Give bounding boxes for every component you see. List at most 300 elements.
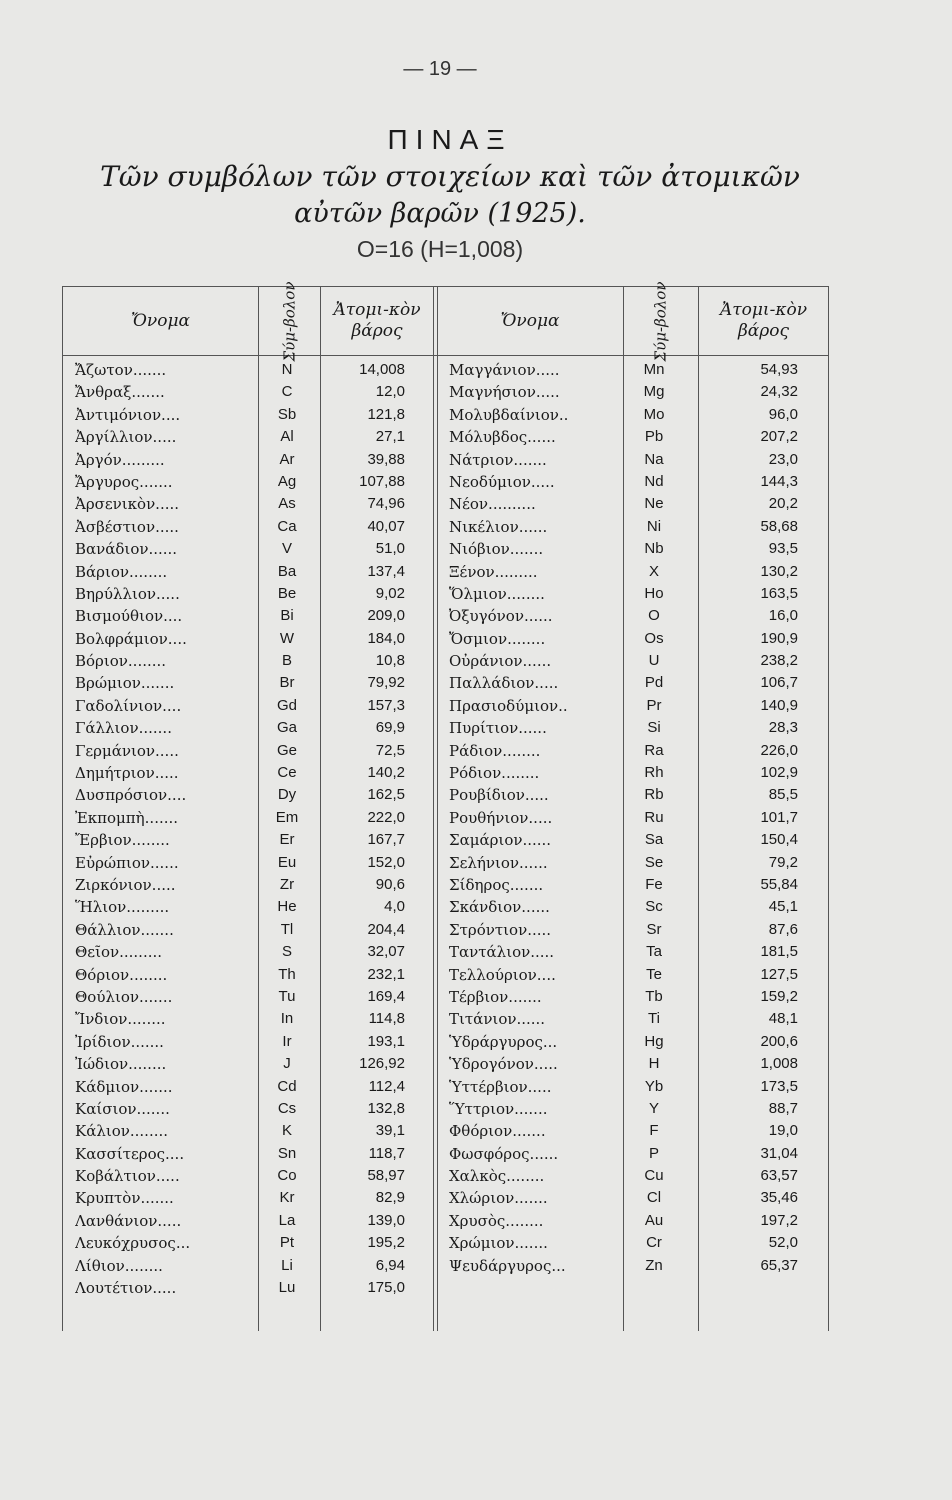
element-symbol: Si [647,719,661,737]
element-name: Βρώμιον....... [75,674,175,693]
subtitle-line-3: O=16 (H=1,008) [356,236,524,262]
atomic-weight: 132,8 [367,1099,405,1117]
atomic-weight: 140,2 [367,764,405,782]
atomic-weight: 74,96 [367,495,405,513]
element-name: Θούλιον....... [75,987,173,1006]
element-name: Χλώριον....... [449,1189,548,1208]
element-name: Ἰώδιον........ [75,1055,167,1074]
element-name: Ὅλμιον........ [449,584,545,603]
atomic-weight: 209,0 [367,607,405,625]
element-symbol: V [281,540,292,558]
element-symbol: X [648,562,659,580]
table-row [63,628,828,650]
atomic-weight: 238,2 [760,652,798,670]
element-symbol: Sb [277,405,297,423]
element-symbol: Ce [277,764,297,782]
element-name: Τιτάνιον...... [449,1010,546,1029]
element-symbol: Pr [646,696,662,714]
table-row [63,1277,828,1299]
atomic-weight: 152,0 [367,853,405,871]
table-row [63,583,828,605]
header-divider [63,355,828,356]
element-symbol: P [648,1144,659,1162]
element-symbol: Ag [277,472,297,490]
element-name: Βηρύλλιον..... [75,584,180,603]
atomic-weight: 175,0 [367,1279,405,1297]
atomic-weight: 90,6 [375,875,405,893]
element-name: Νεοδύμιον..... [449,472,555,491]
atomic-weight: 4,0 [384,898,405,916]
element-symbol: Yb [644,1077,664,1095]
table-row [63,1053,828,1075]
atomic-weight: 82,9 [375,1189,405,1207]
header-weight-left: Ἀτομι-κὸν βάρος [333,300,421,341]
atomic-weight: 87,6 [768,920,798,938]
element-symbol: Na [644,450,664,468]
element-symbol: H [648,1055,660,1073]
atomic-weight: 222,0 [367,808,405,826]
element-name: Ἀργίλλιον..... [75,428,177,447]
atomic-weight: 12,0 [375,383,405,401]
element-symbol: Rb [644,786,664,804]
element-name: Ἥλιον......... [75,898,170,917]
atomic-weight: 85,5 [768,786,798,804]
atomic-weight: 163,5 [760,584,798,602]
atomic-weight: 6,94 [375,1256,405,1274]
header-symbol-right [624,281,698,361]
table-row [63,986,828,1008]
element-symbol: Ar [279,450,295,468]
table-row [63,1255,828,1277]
subtitle-line-1: Τῶν συμβόλων τῶν στοιχείων καὶ τῶν ἀτομικῶν [100,160,800,193]
element-symbol: Cl [646,1189,662,1207]
element-symbol: Ir [282,1032,292,1050]
atomic-weight: 10,8 [375,652,405,670]
element-symbol: Co [277,1167,297,1185]
table-row [63,1232,828,1254]
element-symbol: Mg [643,383,665,401]
element-symbol: Fe [645,875,663,893]
element-symbol: Ga [276,719,297,737]
element-name: Ἴνδιον........ [75,1010,166,1029]
atomic-weight: 193,1 [367,1032,405,1050]
table-row [63,829,828,851]
element-name: Χαλκὸς........ [449,1167,545,1186]
element-symbol: F [649,1122,659,1140]
element-symbol: Nb [644,540,664,558]
atomic-weight: 121,8 [367,405,405,423]
element-symbol: Dy [277,786,297,804]
atomic-weight: 139,0 [367,1211,405,1229]
element-symbol: Br [279,674,295,692]
table-row [63,762,828,784]
element-symbol: Gd [276,696,297,714]
element-symbol: W [279,629,295,647]
atomic-weight: 28,3 [768,719,798,737]
element-name: Παλλάδιον..... [449,674,559,693]
atomic-weight: 79,92 [367,674,405,692]
element-name: Μαγνήσιον..... [449,383,560,402]
atomic-weight: 137,4 [367,562,405,580]
element-symbol: Cu [644,1167,664,1185]
atomic-weight: 126,92 [359,1055,405,1073]
table-row [63,964,828,986]
table-row [63,807,828,829]
atomic-weight: 32,07 [367,943,405,961]
element-symbol: As [278,495,296,513]
element-symbol: Li [281,1256,293,1274]
atomic-weight: 93,5 [768,540,798,558]
element-name: Κοβάλτιον..... [75,1167,180,1186]
element-symbol: Au [644,1211,664,1229]
element-name: Νικέλιον...... [449,517,548,536]
table-row [63,359,828,381]
element-name: Μολυβδαίνιον.. [449,405,569,424]
atomic-weight: 55,84 [760,875,798,893]
table-row [63,695,828,717]
atomic-weight: 51,0 [375,540,405,558]
element-symbol: Nd [644,472,664,490]
atomic-weight: 19,0 [768,1122,798,1140]
atomic-weight: 157,3 [367,696,405,714]
element-name: Ἀρσενικὸν..... [75,495,180,514]
atomic-weight: 48,1 [768,1010,798,1028]
element-symbol: Ne [644,495,664,513]
element-name: Ἰρίδιον....... [75,1032,164,1051]
element-name: Θόριον........ [75,965,168,984]
atomic-weight: 127,5 [760,965,798,983]
element-name: Χρώμιον....... [449,1234,548,1253]
atomic-weight: 114,8 [368,1010,405,1028]
atomic-weight: 102,9 [760,764,798,782]
element-name: Σκάνδιον...... [449,898,550,917]
element-name: Ἀργόν......... [75,450,165,469]
element-name: Φωσφόρος...... [449,1144,559,1163]
element-symbol: Tu [278,987,296,1005]
atomic-weight: 130,2 [760,562,798,580]
table-row [63,1210,828,1232]
table-row [63,852,828,874]
header-weight-right: Ἀτομι-κὸν βάρος [719,300,808,341]
element-name: Ταντάλιον..... [449,943,555,962]
element-symbol: Em [275,808,299,826]
table-row [63,1008,828,1030]
table-row [63,1165,828,1187]
element-symbol: Ra [644,741,664,759]
table-row [63,740,828,762]
element-name: Ἐκπομπὴ....... [75,808,179,827]
table-row [63,941,828,963]
atomic-weight: 232,1 [367,965,405,983]
atomic-weight: 39,1 [375,1122,405,1140]
element-name: Ἄζωτον....... [75,361,167,379]
element-name: Βολφράμιον.... [75,629,187,648]
element-symbol: Lu [278,1279,296,1297]
element-symbol: C [281,383,293,401]
element-symbol: Sr [646,920,662,938]
element-name: Γερμάνιον..... [75,741,179,760]
element-name: Γάλλιον....... [75,719,172,738]
element-name: Καίσιον....... [75,1099,170,1118]
atomic-weight: 20,2 [768,495,798,513]
element-name: Κάλιον........ [75,1122,169,1141]
element-symbol: He [277,898,297,916]
atomic-weight: 169,4 [367,987,405,1005]
atomic-weight: 58,68 [760,517,798,535]
element-name: Νάτριον....... [449,450,547,469]
table-row [63,404,828,426]
atomic-weight: 63,57 [760,1167,798,1185]
element-name: Βόριον........ [75,652,167,671]
table-row [63,493,828,515]
element-name: Ἄνθραξ....... [75,383,165,402]
element-name: Θεῖον......... [75,943,163,962]
element-symbol: Al [280,428,294,446]
element-symbol: Ca [277,517,297,535]
element-symbol: Kr [279,1189,295,1207]
atomic-weight: 14,008 [359,361,405,378]
element-name: Σελήνιον...... [449,853,548,872]
table-row [63,449,828,471]
table-row [63,919,828,941]
table-row [63,561,828,583]
atomic-weight: 39,88 [367,450,405,468]
table-row [63,426,828,448]
element-symbol: La [278,1211,296,1229]
header-name-left: Ὄνομα [130,310,191,331]
header-name-right: Ὄνομα [500,310,560,331]
element-name: Νέον.......... [449,495,536,514]
atomic-weight: 72,5 [375,741,405,759]
element-name: Σαμάριον...... [449,831,552,850]
table-row [63,605,828,627]
table-row [63,471,828,493]
element-name: Πυρίτιον...... [449,719,547,738]
element-name: Γαδολίνιον.... [75,696,182,715]
table-row [63,1076,828,1098]
table-row [63,896,828,918]
element-name: Ὕττριον....... [449,1099,548,1118]
atomic-weight: 197,2 [760,1211,798,1229]
table-row [63,381,828,403]
element-symbol: Ba [277,562,297,580]
element-symbol: Ge [276,741,297,759]
atomic-weight: 58,97 [367,1167,405,1185]
element-symbol: Y [648,1099,659,1117]
element-name: Βισμούθιον.... [75,607,183,626]
element-name: Τελλούριον.... [449,965,556,984]
atomic-weight: 79,2 [768,853,798,871]
element-symbol: Sc [645,898,663,916]
element-name: Ρουθήνιον..... [449,808,553,827]
element-symbol: Ta [646,943,662,961]
page-number: — 19 — [403,58,477,80]
element-name: Κρυπτὸν....... [75,1189,174,1208]
element-symbol: U [648,652,660,670]
element-name: Λίθιον........ [75,1256,163,1275]
element-symbol: S [281,943,292,961]
atomic-weight: 181,5 [760,943,798,961]
atomic-weight: 150,4 [760,831,798,849]
element-name: Λευκόχρυσος... [75,1234,191,1253]
element-name: Ψευδάργυρος... [449,1256,566,1275]
atomic-weight: 112,4 [368,1077,405,1095]
element-name: Φθόριον....... [449,1122,546,1141]
atomic-weight: 23,0 [768,450,798,468]
element-name: Κάδμιον....... [75,1077,173,1096]
atomic-weight: 45,1 [768,898,798,916]
element-name: Ζιρκόνιον..... [75,875,176,894]
element-name: Ἔρβιον........ [75,831,170,850]
element-name: Οὐράνιον...... [449,652,552,671]
element-symbol: Cs [277,1099,297,1117]
element-symbol: K [281,1122,292,1140]
atomic-weight: 96,0 [768,405,798,423]
elements-table [62,281,829,1331]
element-name: Ὄσμιον........ [449,629,546,648]
element-name: Ρουβίδιον..... [449,786,549,805]
table-row [63,717,828,739]
element-name: Λανθάνιον..... [75,1211,182,1230]
element-name: Ράδιον........ [449,741,541,760]
table-row [63,516,828,538]
table-row [63,1143,828,1165]
element-name: Μαγγάνιον..... [449,361,560,379]
atomic-weight: 54,93 [760,361,798,378]
element-symbol: Tl [280,920,294,938]
page-title: ΠΙΝΑΞ [387,124,513,155]
element-name: Βάριον........ [75,562,168,581]
table-row [63,1098,828,1120]
atomic-weight: 226,0 [760,741,798,759]
element-symbol: Sn [277,1144,297,1162]
element-symbol: O [648,607,660,625]
atomic-weight: 24,32 [760,383,798,401]
element-name: Ὑδρογόνον..... [449,1055,558,1074]
atomic-weight: 173,5 [760,1077,798,1095]
element-name: Δημήτριον..... [75,764,179,783]
element-name: Μόλυβδος...... [449,428,556,447]
element-symbol: Te [646,965,662,983]
atomic-weight: 16,0 [768,607,798,625]
element-symbol: Ni [646,517,662,535]
atomic-weight: 195,2 [367,1234,405,1252]
element-symbol: Pd [644,674,664,692]
element-name: Ὑττέρβιον..... [449,1077,552,1096]
element-symbol: J [283,1055,291,1073]
atomic-weight: 184,0 [367,629,405,647]
table-body [63,359,828,1299]
table-row [63,538,828,560]
element-name: Ἀσβέστιον..... [75,517,179,536]
element-name: Ρόδιον........ [449,764,540,783]
atomic-weight: 190,9 [760,629,798,647]
table-row [63,1031,828,1053]
element-name: Λουτέτιον..... [75,1279,177,1298]
atomic-weight: 9,02 [375,584,405,602]
element-symbol: Ru [644,808,664,826]
element-name: Σίδηρος....... [449,875,544,894]
table-row [63,672,828,694]
element-symbol: Cr [646,1234,662,1252]
table-row [63,650,828,672]
table-row [63,1120,828,1142]
element-name: Ἀντιμόνιον.... [75,405,181,424]
atomic-weight: 27,1 [375,428,405,446]
atomic-weight: 159,2 [760,987,798,1005]
element-symbol: Se [644,853,664,871]
element-name: Τέρβιον....... [449,987,542,1006]
atomic-weight: 35,46 [760,1189,798,1207]
element-symbol: Mo [643,405,665,423]
element-symbol: Pb [644,428,664,446]
atomic-weight: 88,7 [768,1099,798,1117]
atomic-weight: 40,07 [367,517,405,535]
element-symbol: Sa [644,831,664,849]
element-symbol: Tb [645,987,663,1005]
element-symbol: Eu [277,853,297,871]
element-symbol: Be [277,584,297,602]
atomic-weight: 69,9 [375,719,405,737]
table-row [63,784,828,806]
element-name: Θάλλιον....... [75,920,174,939]
element-symbol: B [281,652,292,670]
element-symbol: Cd [277,1077,297,1095]
header-symbol-left [259,281,320,361]
element-symbol: Ho [644,584,664,602]
atomic-weight: 162,5 [367,786,405,804]
element-symbol: Rh [644,764,664,782]
atomic-weight: 31,04 [760,1144,798,1162]
atomic-weight: 65,37 [760,1256,798,1274]
subtitle-line-2: αὐτῶν βαρῶν (1925). [294,198,586,229]
atomic-weight: 52,0 [768,1234,798,1252]
element-name: Εὐρώπιον...... [75,853,179,872]
element-name: Βανάδιον...... [75,540,178,559]
table-row [63,1187,828,1209]
atomic-weight: 144,3 [760,472,798,490]
element-symbol: Hg [644,1032,664,1050]
header-symbol-left-label: Σύμ-βολον [280,281,298,361]
atomic-weight: 204,4 [367,920,405,938]
element-symbol: In [280,1010,294,1028]
element-symbol: N [281,361,293,378]
element-symbol: Th [278,965,296,983]
atomic-weight: 118,7 [368,1144,405,1162]
atomic-weight: 1,008 [760,1055,798,1073]
element-name: Ἄργυρος....... [75,472,173,491]
element-name: Ξένον......... [449,562,538,581]
table-row [63,874,828,896]
element-symbol: Pt [279,1234,295,1252]
element-symbol: Ti [648,1010,660,1028]
atomic-weight: 107,88 [359,472,405,490]
element-symbol: Mn [643,361,665,378]
element-name: Ὑδράργυρος... [449,1032,558,1051]
element-symbol: Er [279,831,295,849]
element-name: Δυσπρόσιον.... [75,786,187,805]
element-name: Στρόντιον..... [449,920,552,939]
element-symbol: Zr [279,875,295,893]
element-symbol: Bi [280,607,294,625]
element-symbol: Os [644,629,664,647]
element-name: Πρασιοδύμιον.. [449,696,568,715]
element-name: Ὀξυγόνον...... [449,607,553,626]
atomic-weight: 207,2 [760,428,798,446]
header-symbol-right-label: Σύμ-βολον [651,281,670,361]
atomic-weight: 167,7 [367,831,405,849]
atomic-weight: 101,7 [760,808,798,826]
